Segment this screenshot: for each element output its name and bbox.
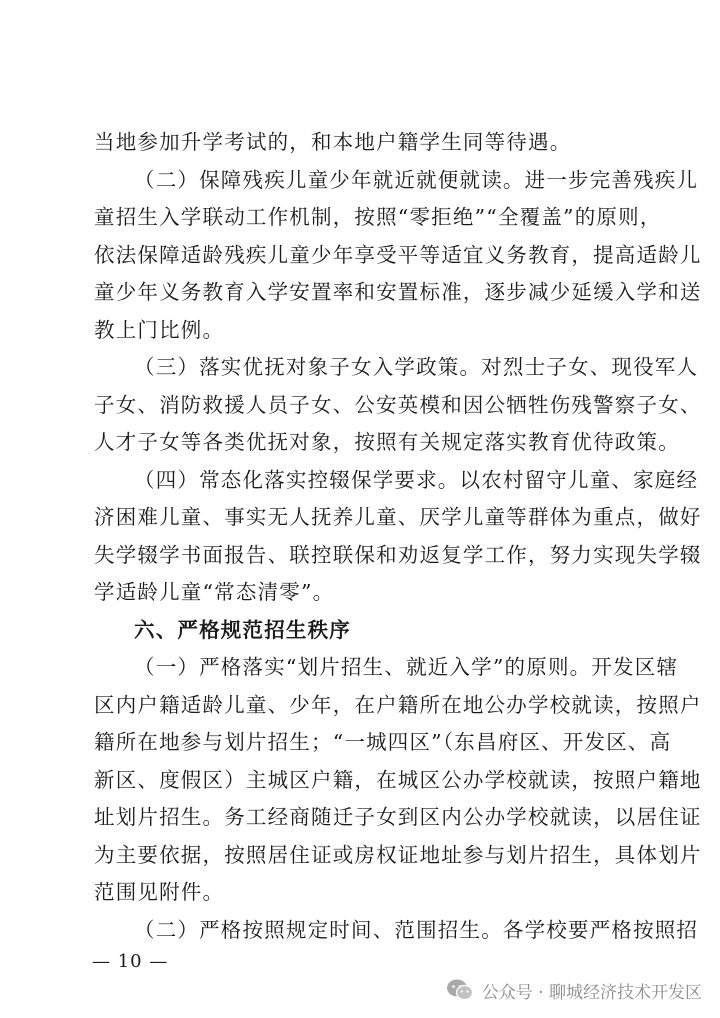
wechat-icon xyxy=(446,978,474,1002)
body-line: 址划片招生。务工经商随迁子女到区内公办学校就读，以居住证 xyxy=(94,805,702,829)
body-line: 教上门比例。 xyxy=(94,318,225,342)
body-line: 童招生入学联动工作机制，按照“零拒绝”“全覆盖”的原则， xyxy=(94,205,662,229)
body-line: 童少年义务教育入学安置率和安置标准，逐步减少延缓入学和送 xyxy=(94,280,702,304)
body-line: 学适龄儿童“常态清零”。 xyxy=(94,580,335,604)
body-line: 当地参加升学考试的，和本地户籍学生同等待遇。 xyxy=(94,130,572,154)
body-line: 区内户籍适龄儿童、少年，在户籍所在地公办学校就读，按照户 xyxy=(94,693,702,717)
section-heading: 六、严格规范招生秩序 xyxy=(134,618,351,642)
body-line: 人才子女等各类优抚对象，按照有关规定落实教育优待政策。 xyxy=(94,430,680,454)
body-line: 新区、度假区）主城区户籍，在城区公办学校就读，按照户籍地 xyxy=(94,768,702,792)
body-line: 籍所在地参与划片招生；“一城四区”（东昌府区、开发区、高 xyxy=(94,730,672,754)
body-line: 子女、消防救援人员子女、公安英模和因公牺牲伤残警察子女、 xyxy=(94,393,702,417)
body-line: 失学辍学书面报告、联控联保和劝返复学工作，努力实现失学辍 xyxy=(94,543,702,567)
body-line: 依法保障适龄残疾儿童少年享受平等适宜义务教育，提高适龄儿 xyxy=(94,243,702,267)
paragraph-start-line: （二）保障残疾儿童少年就近就便就读。进一步完善残疾儿 xyxy=(134,168,699,192)
watermark-text: 公众号 · 聊城经济技术开发区 xyxy=(481,982,702,1003)
page-number: — 10 — xyxy=(92,951,169,972)
body-line: 为主要依据，按照居住证或房权证地址参与划片招生，具体划片 xyxy=(94,843,702,867)
paragraph-start-line: （四）常态化落实控辍保学要求。以农村留守儿童、家庭经 xyxy=(134,468,699,492)
body-line: 范围见附件。 xyxy=(94,880,225,904)
watermark xyxy=(446,976,702,1004)
paragraph-start-line: （一）严格落实“划片招生、就近入学”的原则。开发区辖 xyxy=(134,655,679,679)
paragraph-start-line: （二）严格按照规定时间、范围招生。各学校要严格按照招 xyxy=(134,918,699,942)
paragraph-start-line: （三）落实优抚对象子女入学政策。对烈士子女、现役军人 xyxy=(134,355,699,379)
body-line: 济困难儿童、事实无人抚养儿童、厌学儿童等群体为重点，做好 xyxy=(94,505,702,529)
